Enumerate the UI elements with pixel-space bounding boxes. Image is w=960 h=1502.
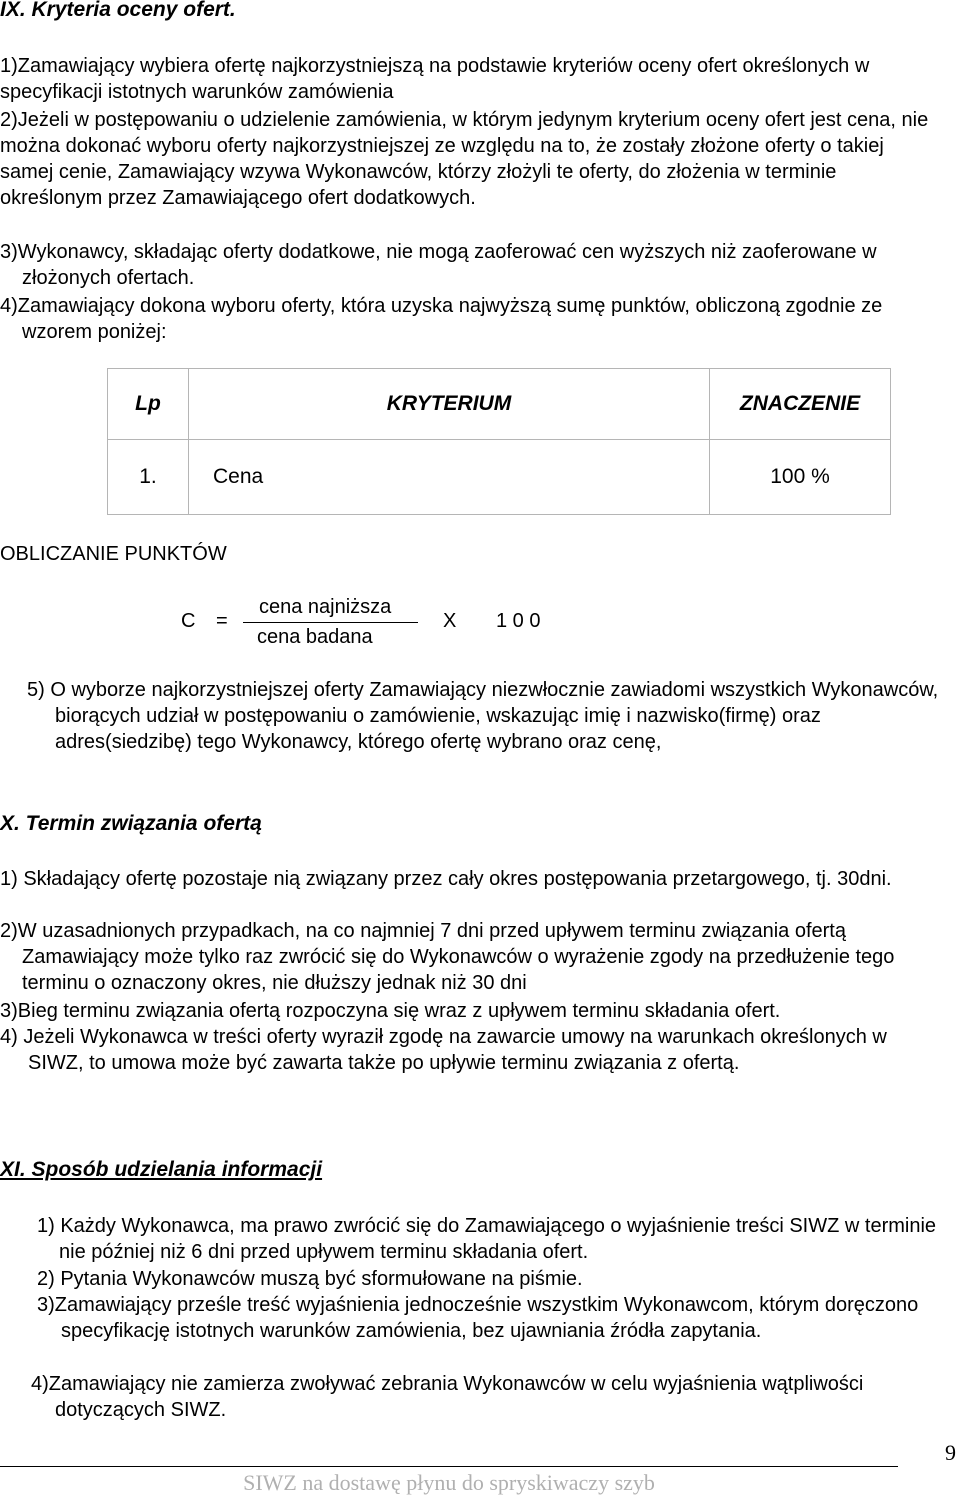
header-kryterium: KRYTERIUM: [189, 369, 710, 440]
list-item: 2)W uzasadnionych przypadkach, na co najmniej 7 dni przed upływem terminu związania ofertą Zamawiający może tylko raz zwrócić się do Wykonawców o wyrażenie zgody na przedłużenie tego terminu o oznaczony okres, nie dłuższy jednak niż 30 dni: [0, 920, 895, 994]
section-10-heading: X. Termin związania ofertą: [0, 812, 262, 835]
cell-kryterium: Cena: [189, 440, 710, 515]
header-lp: Lp: [108, 369, 189, 440]
list-item: 1) Składający ofertę pozostaje nią związany przez cały okres postępowania przetargowego, tj. 30dni.: [0, 868, 892, 890]
formula-denominator: cena badana: [257, 626, 373, 648]
cell-znaczenie: 100 %: [710, 440, 891, 515]
formula-multiplier: 1 0 0: [496, 610, 541, 632]
paragraph-9-5: 5) O wyborze najkorzystniejszej oferty Zamawiający niezwłocznie zawiadomi wszystkich Wykonawców, biorących udział w postępowaniu o zamówienie, wskazując imię i nazwisko(firmę) oraz adres(siedzibę) tego Wykonawcy, którego ofertę wybrano oraz cenę,: [27, 679, 939, 753]
calc-heading: OBLICZANIE PUNKTÓW: [0, 543, 227, 565]
formula-numerator: cena najniższa: [259, 596, 392, 618]
list-item: 2) Pytania Wykonawców muszą być sformułowane na piśmie.: [37, 1268, 583, 1290]
fraction-line: [243, 622, 418, 623]
formula-times: X: [443, 610, 457, 632]
formula-lhs: C: [181, 610, 196, 632]
list-item: 1) Każdy Wykonawca, ma prawo zwrócić się do Zamawiającego o wyjaśnienie treści SIWZ w terminie nie później niż 6 dni przed upływem terminu składania ofert.: [37, 1215, 937, 1263]
header-znaczenie: ZNACZENIE: [710, 369, 891, 440]
paragraph-9-2: 2)Jeżeli w postępowaniu o udzielenie zamówienia, w którym jedynym kryterium oceny ofert jest cena, nie można dokonać wyboru oferty najkorzystniejszej ze względu na to, że zostały złożone oferty o takiej samej cenie, Zamawiający wzywa Wykonawców, którzy złożyli te oferty, do złożenia w terminie określonym przez Zamawiającego ofert dodatkowych.: [0, 109, 929, 209]
list-item: 4)Zamawiający nie zamierza zwoływać zebrania Wykonawców w celu wyjaśnienia wątpliwości dotyczących SIWZ.: [31, 1373, 864, 1421]
page-number: 9: [945, 1440, 956, 1465]
list-item: 3)Bieg terminu związania ofertą rozpoczyna się wraz z upływem terminu składania ofert.: [0, 1000, 781, 1022]
section-11-heading: XI. Sposób udzielania informacji: [0, 1158, 323, 1181]
footer-text: SIWZ na dostawę płynu do spryskiwaczy szyb: [243, 1470, 655, 1495]
formula-equals: =: [216, 610, 228, 632]
table-row: [108, 440, 891, 515]
paragraph-9-1: 1)Zamawiający wybiera ofertę najkorzystniejszą na podstawie kryteriów oceny ofert określonych w specyfikacji istotnych warunków zamówienia: [0, 55, 870, 103]
paragraph-9-4: 4)Zamawiający dokona wyboru oferty, która uzyska najwyższą sumę punktów, obliczoną zgodnie ze wzorem poniżej:: [0, 295, 883, 343]
list-item: 4) Jeżeli Wykonawca w treści oferty wyraził zgodę na zawarcie umowy na warunkach określonych w SIWZ, to umowa może być zawarta także po upływie terminu związania z ofertą.: [0, 1026, 887, 1074]
criteria-table-header: [108, 369, 891, 440]
section-9-heading: IX. Kryteria oceny ofert.: [0, 0, 236, 21]
cell-lp: 1.: [108, 440, 189, 515]
criteria-table: [107, 368, 891, 515]
list-item: 3)Zamawiający prześle treść wyjaśnienia jednocześnie wszystkim Wykonawcom, którym doręczono specyfikację istotnych warunków zamówienia, bez ujawniania źródła zapytania.: [37, 1294, 919, 1342]
paragraph-9-3: 3)Wykonawcy, składając oferty dodatkowe, nie mogą zaoferować cen wyższych niż zaoferowane w złożonych ofertach.: [0, 241, 877, 289]
footer-divider: [0, 1466, 898, 1467]
